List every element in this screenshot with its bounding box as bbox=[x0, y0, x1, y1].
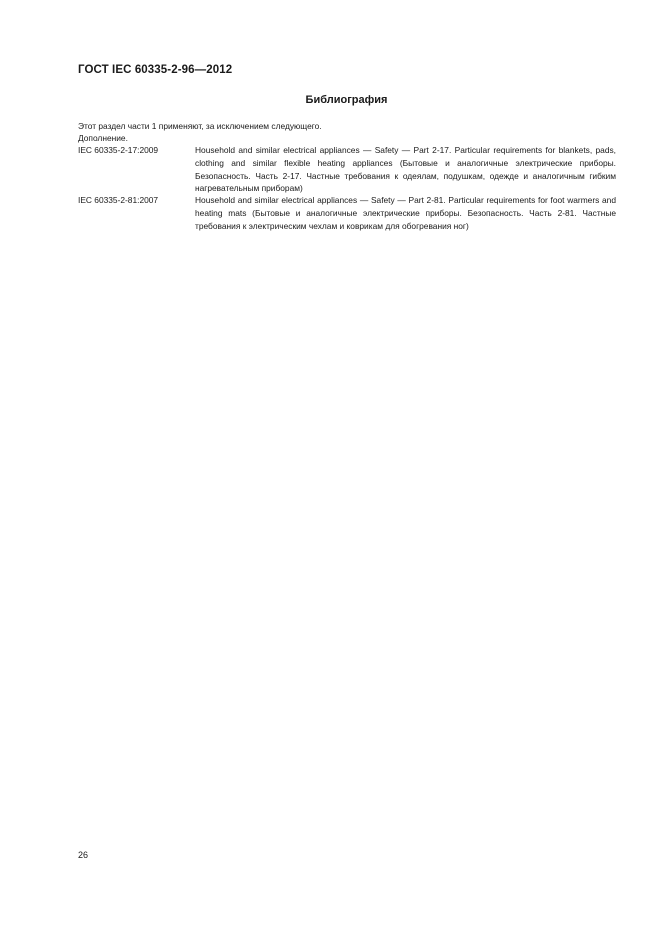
standard-title: Household and similar electrical appliances — Safety — Part 2-17. Particular requirements for blankets, pads, clothing and similar flexible heating appliances (Бытовые и аналогичные электрические приборы. Безопасность. Часть 2-17. Частные требования к одеялам, подушкам, одежде и аналогичным гибким нагревательным приборам) bbox=[195, 145, 616, 194]
bibliography-entry bbox=[78, 194, 616, 232]
page-number: 26 bbox=[78, 850, 89, 860]
standard-reference: IEC 60335-2-81:2007 bbox=[78, 195, 159, 205]
standard-reference: IEC 60335-2-17:2009 bbox=[78, 145, 159, 155]
bibliography-entry bbox=[78, 144, 616, 195]
intro-text: Этот раздел части 1 применяют, за исключением следующего. bbox=[78, 121, 322, 131]
document-header: ГОСТ IEC 60335-2-96—2012 bbox=[78, 64, 233, 76]
bibliography-title: Библиография bbox=[305, 94, 388, 106]
standard-title: Household and similar electrical appliances — Safety — Part 2-81. Particular requirements for foot warmers and heating mats (Бытовые и аналогичные электрические приборы. Безопасность. Часть 2-81. Частные требования к электрическим чехлам и коврикам для обогревания ног) bbox=[195, 195, 616, 231]
addition-label: Дополнение. bbox=[78, 133, 128, 143]
